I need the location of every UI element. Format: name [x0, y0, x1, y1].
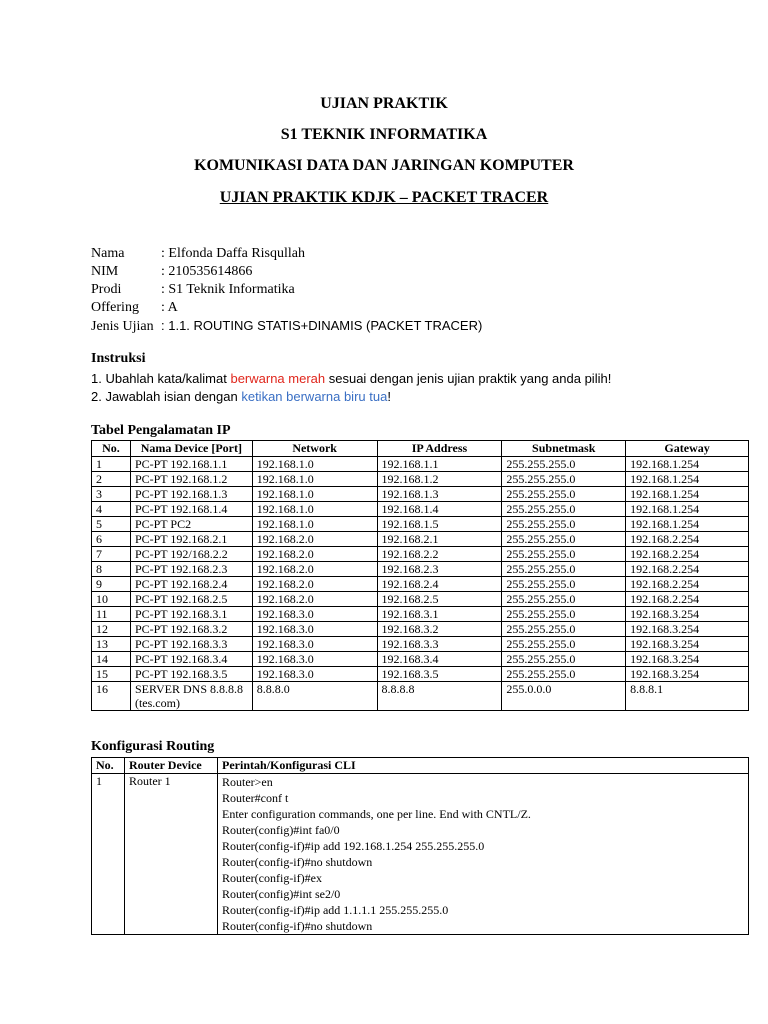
cell-subnetmask: 255.255.255.0	[502, 547, 626, 562]
cell-device: PC-PT 192.168.2.3	[130, 562, 252, 577]
instruksi-blue-text: ketikan berwarna biru tua	[241, 389, 388, 404]
cell-device: PC-PT 192.168.1.3	[130, 487, 252, 502]
column-header-no: No.	[92, 441, 131, 457]
cli-line: Router(config-if)#ex	[222, 871, 322, 885]
cell-subnetmask: 255.255.255.0	[502, 517, 626, 532]
table-row	[92, 622, 749, 637]
identity-value: : 210535614866	[161, 264, 253, 279]
cell-ip-address: 192.168.3.1	[377, 607, 502, 622]
instruksi-list	[91, 370, 611, 406]
cell-device: PC-PT 192/168.2.2	[130, 547, 252, 562]
cell-no: 4	[92, 502, 131, 517]
cell-no: 10	[92, 592, 131, 607]
identity-row-prodi	[91, 281, 482, 299]
column-header-subnetmask: Subnetmask	[502, 441, 626, 457]
table-row	[92, 652, 749, 667]
identity-value: : 1.1. ROUTING STATIS+DINAMIS (PACKET TRACER)	[161, 318, 483, 333]
cell-device: PC-PT 192.168.3.4	[130, 652, 252, 667]
title-program-studi: S1 TEKNIK INFORMATIKA	[280, 126, 488, 143]
column-header-ip-address: IP Address	[377, 441, 502, 457]
identity-block	[91, 245, 482, 335]
cell-ip-address: 8.8.8.8	[377, 682, 502, 711]
cell-ip-address: 192.168.3.4	[377, 652, 502, 667]
instruksi-item-1	[91, 370, 611, 388]
table-row	[92, 472, 749, 487]
cli-line: Router(config)#int fa0/0	[222, 823, 340, 837]
tabel-heading: Tabel Pengalamatan IP	[91, 423, 231, 438]
cell-ip-address: 192.168.2.2	[377, 547, 502, 562]
identity-row-nama	[91, 245, 482, 263]
cell-network: 192.168.2.0	[252, 532, 377, 547]
cell-no: 5	[92, 517, 131, 532]
table-row	[92, 517, 749, 532]
cli-line: Router(config-if)#no shutdown	[222, 855, 373, 869]
cell-subnetmask: 255.255.255.0	[502, 532, 626, 547]
cell-ip-address: 192.168.3.3	[377, 637, 502, 652]
cell-gateway: 192.168.2.254	[626, 592, 749, 607]
table-row	[92, 487, 749, 502]
cell-device: PC-PT 192.168.1.1	[130, 457, 252, 472]
cell-gateway: 192.168.2.254	[626, 532, 749, 547]
cell-cli-commands	[218, 774, 749, 935]
table-row	[92, 502, 749, 517]
table-row	[92, 562, 749, 577]
cell-device: PC-PT 192.168.1.2	[130, 472, 252, 487]
cell-no: 7	[92, 547, 131, 562]
table-row	[92, 637, 749, 652]
cell-ip-address: 192.168.1.1	[377, 457, 502, 472]
identity-value: : Elfonda Daffa Risqullah	[161, 246, 305, 261]
table-row	[92, 547, 749, 562]
cell-gateway: 192.168.3.254	[626, 622, 749, 637]
cell-network: 192.168.2.0	[252, 592, 377, 607]
cell-no: 14	[92, 652, 131, 667]
cell-gateway: 192.168.1.254	[626, 457, 749, 472]
ip-address-table	[91, 440, 749, 711]
cell-no: 9	[92, 577, 131, 592]
column-header-router-device: Router Device	[125, 758, 218, 774]
cell-gateway: 192.168.1.254	[626, 502, 749, 517]
cell-gateway: 192.168.1.254	[626, 517, 749, 532]
cell-gateway: 192.168.1.254	[626, 487, 749, 502]
cell-no: 11	[92, 607, 131, 622]
cell-gateway: 192.168.2.254	[626, 562, 749, 577]
cell-router-device: Router 1	[125, 774, 218, 935]
identity-row-offering	[91, 299, 482, 317]
identity-label: Offering	[91, 300, 139, 315]
cell-ip-address: 192.168.1.3	[377, 487, 502, 502]
table-header-row	[92, 441, 749, 457]
cell-network: 192.168.3.0	[252, 652, 377, 667]
identity-row-jenis-ujian	[91, 317, 482, 335]
cell-device: PC-PT 192.168.1.4	[130, 502, 252, 517]
cell-no: 13	[92, 637, 131, 652]
cell-gateway: 192.168.1.254	[626, 472, 749, 487]
cell-network: 192.168.1.0	[252, 457, 377, 472]
column-header-no: No.	[92, 758, 125, 774]
cli-line: Router(config-if)#ip add 192.168.1.254 255.255.255.0	[222, 839, 485, 853]
cell-device: PC-PT PC2	[130, 517, 252, 532]
cli-line: Router>en	[222, 775, 273, 789]
cell-network: 192.168.1.0	[252, 487, 377, 502]
cli-line: Router(config)#int se2/0	[222, 887, 341, 901]
identity-label: Prodi	[91, 282, 122, 297]
cell-subnetmask: 255.255.255.0	[502, 637, 626, 652]
cell-network: 192.168.2.0	[252, 577, 377, 592]
cell-device: PC-PT 192.168.3.5	[130, 667, 252, 682]
cell-device: PC-PT 192.168.3.2	[130, 622, 252, 637]
cell-gateway: 192.168.2.254	[626, 547, 749, 562]
cell-no: 15	[92, 667, 131, 682]
cell-no: 16	[92, 682, 131, 711]
table-row	[92, 774, 749, 935]
cell-device: PC-PT 192.168.2.4	[130, 577, 252, 592]
instruksi-heading: Instruksi	[91, 351, 146, 366]
cell-gateway: 192.168.3.254	[626, 667, 749, 682]
cell-subnetmask: 255.255.255.0	[502, 472, 626, 487]
cell-subnetmask: 255.255.255.0	[502, 502, 626, 517]
table-row	[92, 682, 749, 711]
identity-label: Jenis Ujian	[91, 319, 154, 334]
table-row	[92, 532, 749, 547]
cell-ip-address: 192.168.2.1	[377, 532, 502, 547]
column-header-device: Nama Device [Port]	[130, 441, 252, 457]
cli-line: Router(config-if)#ip add 1.1.1.1 255.255.255.0	[222, 903, 449, 917]
column-header-gateway: Gateway	[626, 441, 749, 457]
cell-ip-address: 192.168.3.5	[377, 667, 502, 682]
cell-no: 1	[92, 457, 131, 472]
instruksi-text: 2. Jawablah isian dengan	[91, 389, 242, 404]
cell-no: 1	[92, 774, 125, 935]
cell-subnetmask: 255.255.255.0	[502, 652, 626, 667]
table-row	[92, 667, 749, 682]
cell-network: 192.168.1.0	[252, 472, 377, 487]
title-mata-kuliah: KOMUNIKASI DATA DAN JARINGAN KOMPUTER	[194, 157, 574, 174]
cell-network: 192.168.3.0	[252, 622, 377, 637]
table-row	[92, 592, 749, 607]
cell-network: 192.168.2.0	[252, 562, 377, 577]
cell-ip-address: 192.168.3.2	[377, 622, 502, 637]
cell-device: PC-PT 192.168.3.1	[130, 607, 252, 622]
identity-label: Nama	[91, 246, 125, 261]
cell-ip-address: 192.168.1.5	[377, 517, 502, 532]
routing-heading: Konfigurasi Routing	[91, 739, 215, 754]
cell-ip-address: 192.168.1.2	[377, 472, 502, 487]
cell-device: SERVER DNS 8.8.8.8 (tes.com)	[130, 682, 252, 711]
cell-network: 192.168.2.0	[252, 547, 377, 562]
cell-device: PC-PT 192.168.3.3	[130, 637, 252, 652]
cell-subnetmask: 255.0.0.0	[502, 682, 626, 711]
cell-no: 2	[92, 472, 131, 487]
cell-gateway: 192.168.3.254	[626, 652, 749, 667]
cell-network: 192.168.3.0	[252, 637, 377, 652]
cell-gateway: 192.168.3.254	[626, 607, 749, 622]
cell-gateway: 8.8.8.1	[626, 682, 749, 711]
instruksi-text: !	[387, 389, 391, 404]
routing-config-table	[91, 757, 749, 935]
cell-device: PC-PT 192.168.2.1	[130, 532, 252, 547]
cell-ip-address: 192.168.1.4	[377, 502, 502, 517]
instruksi-text: sesuai dengan jenis ujian praktik yang anda pilih!	[325, 371, 612, 386]
cell-network: 8.8.8.0	[252, 682, 377, 711]
title-ujian-praktik: UJIAN PRAKTIK	[320, 95, 448, 112]
cell-subnetmask: 255.255.255.0	[502, 607, 626, 622]
cell-no: 12	[92, 622, 131, 637]
cell-subnetmask: 255.255.255.0	[502, 577, 626, 592]
cell-network: 192.168.3.0	[252, 607, 377, 622]
table-row	[92, 457, 749, 472]
cell-gateway: 192.168.2.254	[626, 577, 749, 592]
identity-label: NIM	[91, 264, 119, 279]
table-header-row	[92, 758, 749, 774]
cell-subnetmask: 255.255.255.0	[502, 592, 626, 607]
cell-subnetmask: 255.255.255.0	[502, 457, 626, 472]
cell-subnetmask: 255.255.255.0	[502, 667, 626, 682]
identity-value: : S1 Teknik Informatika	[161, 282, 295, 297]
cell-no: 8	[92, 562, 131, 577]
cell-device: PC-PT 192.168.2.5	[130, 592, 252, 607]
cell-subnetmask: 255.255.255.0	[502, 622, 626, 637]
cell-subnetmask: 255.255.255.0	[502, 487, 626, 502]
column-header-network: Network	[252, 441, 377, 457]
cell-network: 192.168.1.0	[252, 502, 377, 517]
cli-line: Enter configuration commands, one per line. End with CNTL/Z.	[222, 807, 531, 821]
cell-ip-address: 192.168.2.4	[377, 577, 502, 592]
identity-row-nim	[91, 263, 482, 281]
column-header-cli: Perintah/Konfigurasi CLI	[218, 758, 749, 774]
cell-ip-address: 192.168.2.3	[377, 562, 502, 577]
cli-line: Router(config-if)#no shutdown	[222, 919, 373, 933]
cell-subnetmask: 255.255.255.0	[502, 562, 626, 577]
table-row	[92, 577, 749, 592]
title-packet-tracer: UJIAN PRAKTIK KDJK – PACKET TRACER	[219, 189, 549, 206]
instruksi-item-2	[91, 388, 611, 406]
instruksi-red-text: berwarna merah	[230, 371, 326, 386]
instruksi-text: 1. Ubahlah kata/kalimat	[91, 371, 231, 386]
table-row	[92, 607, 749, 622]
cell-network: 192.168.1.0	[252, 517, 377, 532]
identity-value: : A	[161, 300, 178, 315]
cell-no: 6	[92, 532, 131, 547]
cell-no: 3	[92, 487, 131, 502]
cell-network: 192.168.3.0	[252, 667, 377, 682]
cell-ip-address: 192.168.2.5	[377, 592, 502, 607]
cli-line: Router#conf t	[222, 791, 289, 805]
cell-gateway: 192.168.3.254	[626, 637, 749, 652]
